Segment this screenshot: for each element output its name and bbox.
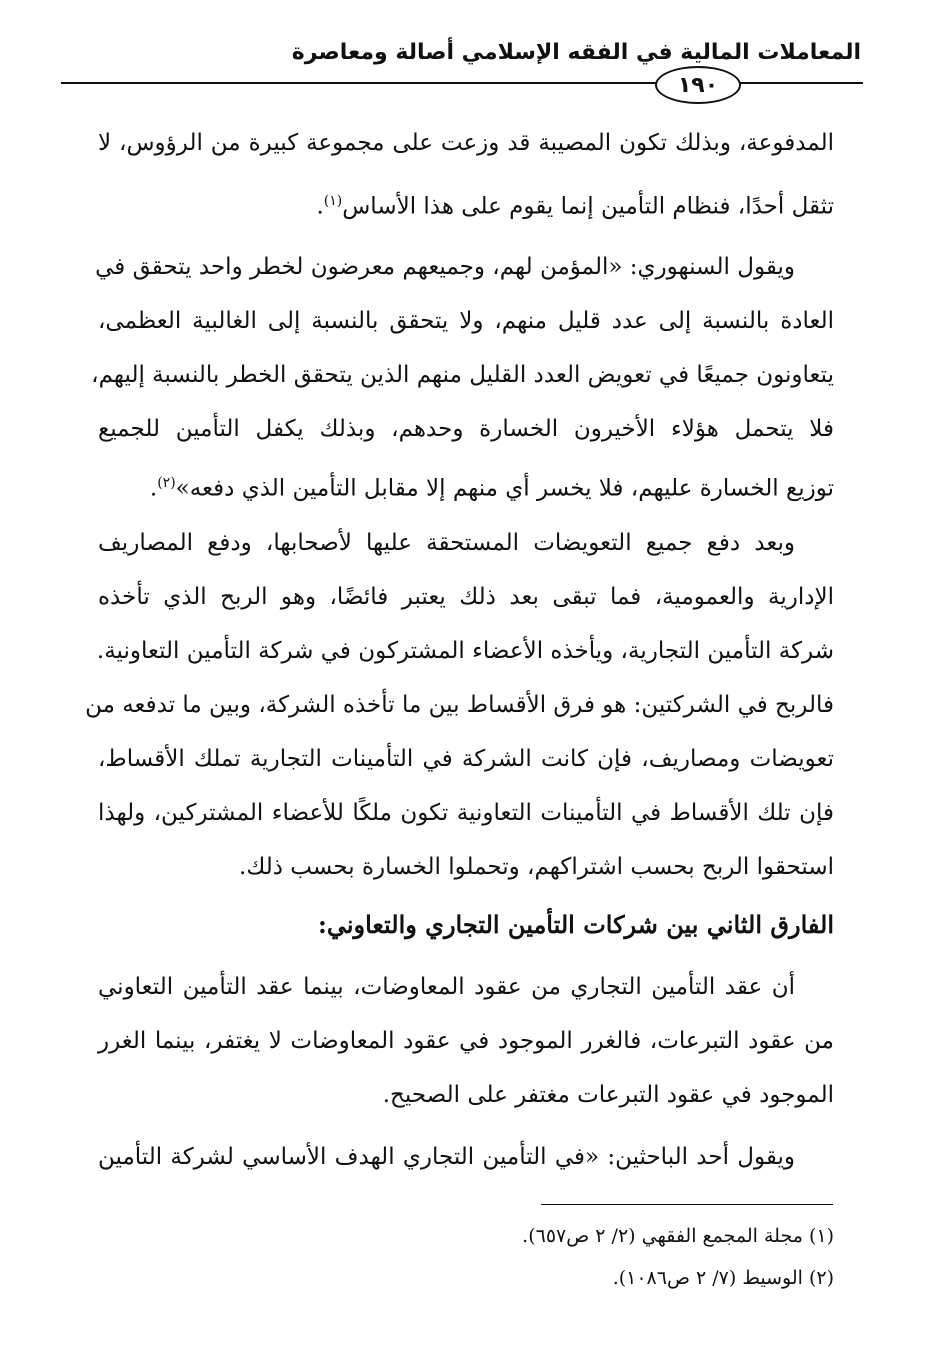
paragraph-line: الإدارية والعمومية، فما تبقى بعد ذلك يعتبر فائضًا، وهو الربح الذي تأخذه [98,584,834,610]
section-subheading: الفارق الثاني بين شركات التأمين التجاري والتعاوني: [317,910,834,939]
paragraph-line: يتعاونون جميعًا في تعويض العدد القليل منهم الذين يتحقق الخطر بالنسبة إليهم، [91,362,834,388]
running-header-title: المعاملات المالية في الفقه الإسلامي أصالة ومعاصرة [291,40,861,65]
paragraph-line: الموجود في عقود التبرعات مغتفر على الصحيح. [382,1082,834,1108]
paragraph-line: المدفوعة، وبذلك تكون المصيبة قد وزعت على مجموعة كبيرة من الرؤوس، لا [98,130,834,156]
paragraph-line: ويقول السنهوري: «المؤمن لهم، وجميعهم معرضون لخطر واحد يتحقق في [95,254,795,280]
footnote-rule [541,1204,833,1205]
paragraph-line: من عقود التبرعات، فالغرر الموجود في عقود المعاوضات لا يغتفر، بينما الغرر [98,1028,834,1054]
footnote-ref: (١) [323,193,343,209]
paragraph-line: توزيع الخسارة عليهم، فلا يخسر أي منهم إلا مقابل التأمين الذي دفعه»$^{(٢)}$. [149,475,834,502]
paragraph-line: فإن تلك الأقساط في التأمينات التعاونية تكون ملكًا للأعضاء المشتركين، ولهذا [98,800,834,826]
footnote-ref: (٢) [157,475,176,491]
paragraph-line: شركة التأمين التجارية، ويأخذه الأعضاء المشتركون في شركة التأمين التعاونية. [96,638,834,664]
page-number: ١٩٠ [655,66,741,104]
paragraph-line: فالربح في الشركتين: هو فرق الأقساط بين ما تأخذه الشركة، وبين ما تدفعه من [85,692,834,718]
header-rule [61,82,863,84]
paragraph-line: أن عقد التأمين التجاري من عقود المعاوضات، بينما عقد التأمين التعاوني [98,974,795,1000]
paragraph-line: استحقوا الربح بحسب اشتراكهم، وتحملوا الخسارة بحسب ذلك. [239,854,834,880]
paragraph-line: تعويضات ومصاريف، فإن كانت الشركة في التأمينات التجارية تملك الأقساط، [98,746,834,772]
paragraph-line: وبعد دفع جميع التعويضات المستحقة عليها لأصحابها، ودفع المصاريف [98,530,795,556]
paragraph-line: العادة بالنسبة إلى عدد قليل منهم، ولا يتحقق بالنسبة إلى الغالبية العظمى، [98,308,834,334]
footnote: (١) مجلة المجمع الفقهي (٢/ ٢ ص٦٥٧). [522,1225,834,1247]
paragraph-line: تثقل أحدًا، فنظام التأمين إنما يقوم على هذا الأساس$^{(١)}$. [316,193,834,220]
paragraph-line: فلا يتحمل هؤلاء الأخيرون الخسارة وحدهم، وبذلك يكفل التأمين للجميع [98,416,834,442]
footnote: (٢) الوسيط (٧/ ٢ ص١٠٨٦). [612,1267,834,1289]
paragraph-line: ويقول أحد الباحثين: «في التأمين التجاري الهدف الأساسي لشركة التأمين [98,1144,795,1170]
